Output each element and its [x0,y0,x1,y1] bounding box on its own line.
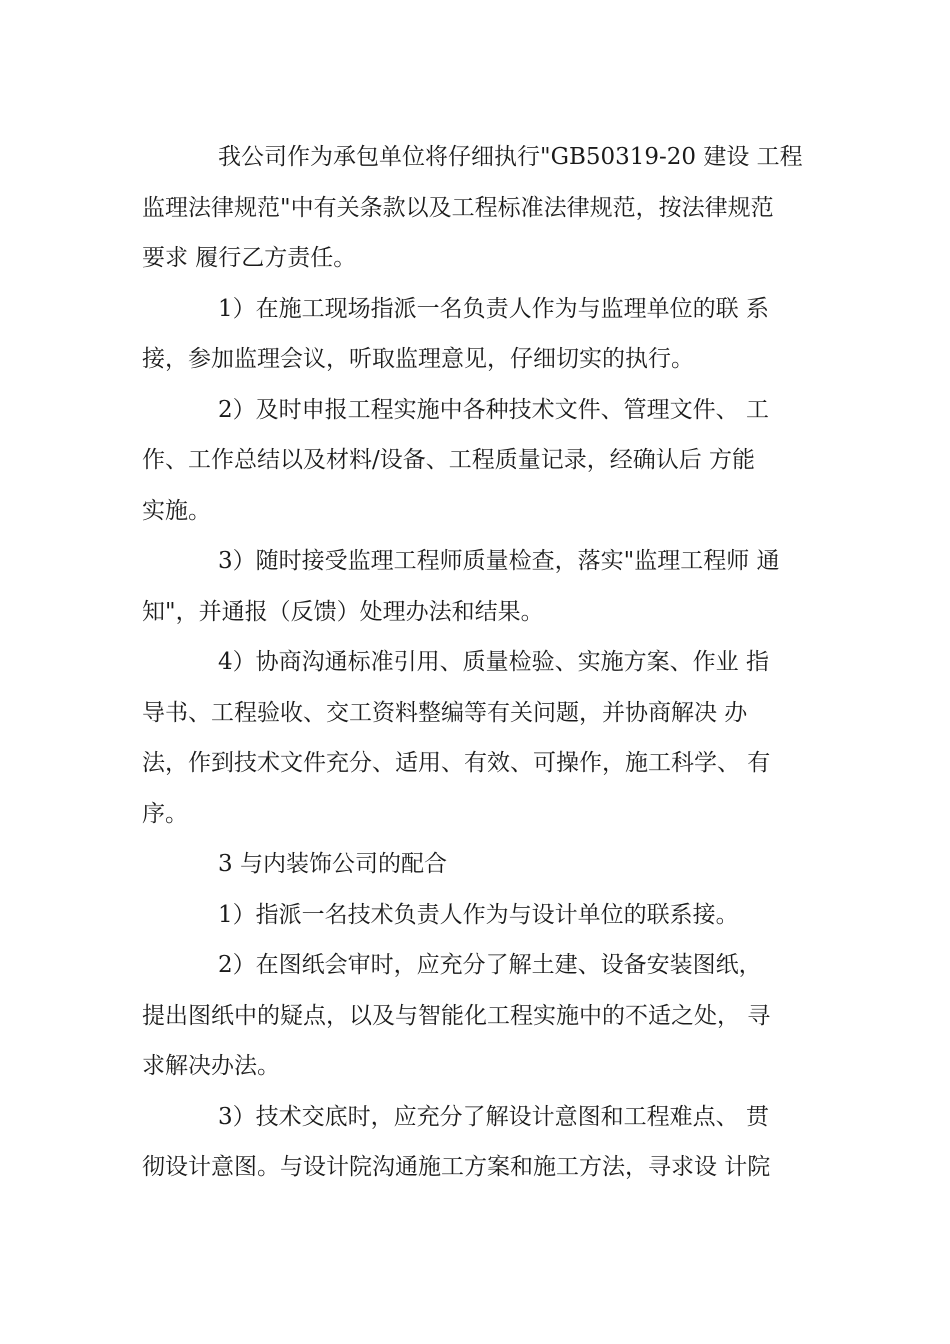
text-line: 序。 [142,800,188,827]
text-line: 3）技术交底时，应充分了解设计意图和工程难点、 贯 [218,1103,769,1130]
text-line: 实施。 [142,497,211,524]
text-line: 2）在图纸会审时，应充分了解土建、设备安装图纸， [218,952,762,978]
paragraph-item-3 [142,536,822,637]
paragraph-item-1 [142,284,822,385]
section-title: 3 与内装饰公司的配合 [218,851,447,877]
body-text [142,132,822,1193]
text-line: 监理法律规范"中有关条款以及工程标准法律规范，按法律规范 [142,194,774,221]
text-line: 彻设计意图。与设计院沟通施工方案和施工方法，寻求设 计院 [142,1154,771,1180]
text-line: 求解决办法。 [142,1053,280,1079]
section-heading [142,839,822,890]
text-line: 要求 履行乙方责任。 [142,245,357,271]
text-line: 1）在施工现场指派一名负责人作为与监理单位的联 系 [218,295,769,322]
text-line: 我公司作为承包单位将仔细执行"GB50319-20 建设 工程 [218,144,803,170]
paragraph-intro [142,132,822,284]
text-line: 接，参加监理会议，听取监理意见，仔细切实的执行。 [142,346,694,372]
text-line: 1）指派一名技术负责人作为与设计单位的联系接。 [218,901,739,928]
paragraph-s3-item-2 [142,940,822,1092]
paragraph-item-4 [142,637,822,839]
text-line: 作、工作总结以及材料/设备、工程质量记录，经确认后 方能 [142,447,756,473]
text-line: 提出图纸中的疑点，以及与智能化工程实施中的不适之处， 寻 [142,1002,771,1029]
paragraph-s3-item-3 [142,1092,822,1193]
text-line: 导书、工程验收、交工资料整编等有关问题，并协商解决 办 [142,699,748,726]
text-line: 2）及时申报工程实施中各种技术文件、管理文件、 工 [218,396,769,423]
text-line: 4）协商沟通标准引用、质量检验、实施方案、作业 指 [218,649,769,675]
paragraph-s3-item-1 [142,890,822,941]
text-line: 法，作到技术文件充分、适用、有效、可操作，施工科学、 有 [142,750,771,776]
paragraph-item-2 [142,385,822,537]
text-line: 知"，并通报（反馈）处理办法和结果。 [142,598,544,625]
text-line: 3）随时接受监理工程师质量检查，落实"监理工程师 通 [218,548,780,574]
